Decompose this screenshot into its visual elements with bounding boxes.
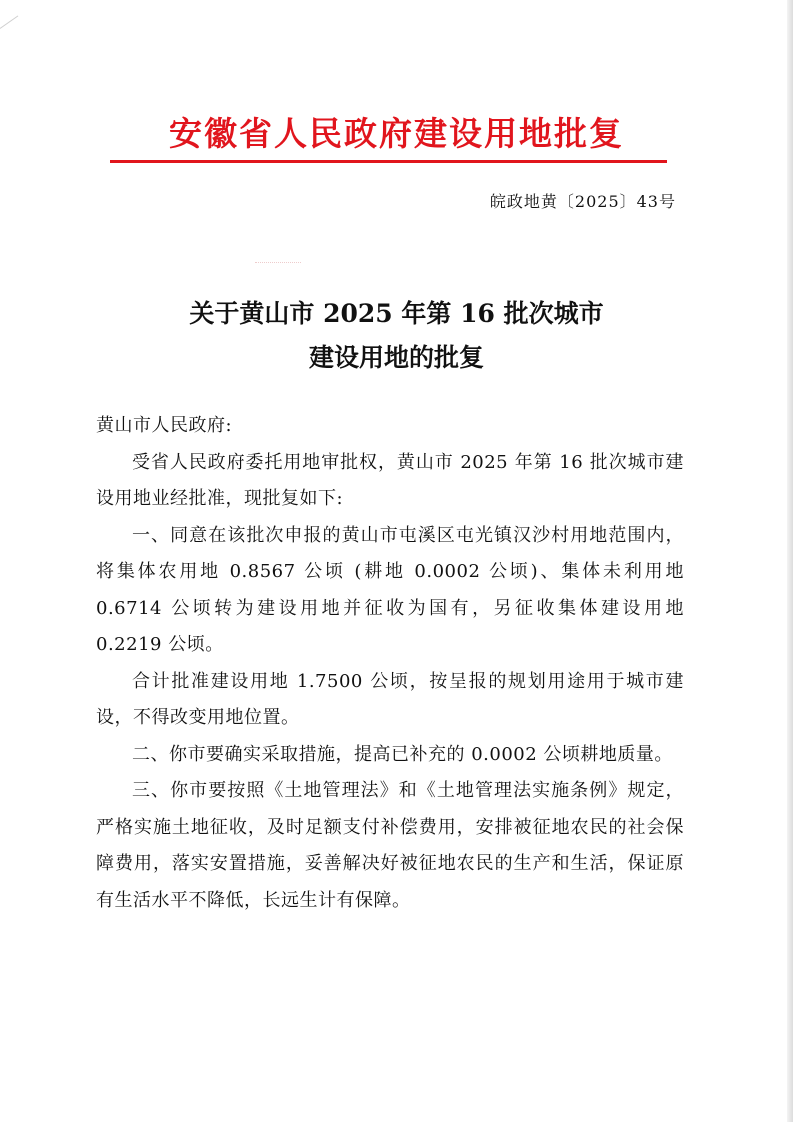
red-divider-line	[110, 160, 667, 163]
body-paragraph-item-1: 一、同意在该批次申报的黄山市屯溪区屯光镇汉沙村用地范围内，将集体农用地 0.8567 公顷 (耕地 0.0002 公顷)、集体未利用地 0.6714 公顷转为建设用地并征收为国有，另征收集体建设用地 0.2219 公顷。	[96, 524, 684, 655]
scan-corner-mark	[0, 15, 18, 28]
document-title-line-1: 关于黄山市 2025 年第 16 批次城市	[189, 299, 604, 328]
agency-title: 安徽省人民政府建设用地批复	[169, 114, 624, 153]
salutation: 黄山市人民政府:	[96, 415, 233, 436]
document-number: 皖政地黄〔2025〕43号	[489, 192, 676, 211]
document-body	[96, 408, 684, 919]
body-paragraph-intro: 受省人民政府委托用地审批权，黄山市 2025 年第 16 批次城市建设用地业经批准，现批复如下:	[96, 451, 684, 509]
scan-edge-shadow	[787, 0, 793, 1122]
document-title-line-2: 建设用地的批复	[308, 343, 484, 372]
faint-stamp-mark	[255, 262, 301, 271]
body-paragraph-item-2: 二、你市要确实采取措施，提高已补充的 0.0002 公顷耕地质量。	[132, 743, 673, 765]
body-paragraph-total: 合计批准建设用地 1.7500 公顷，按呈报的规划用途用于城市建设，不得改变用地位置。	[96, 670, 684, 728]
document-title	[0, 292, 793, 380]
body-paragraph-item-3: 三、你市要按照《土地管理法》和《土地管理法实施条例》规定，严格实施土地征收，及时足额支付补偿费用，安排被征地农民的社会保障费用，落实安置措施，妥善解决好被征地农民的生产和生活，保证原有生活水平不降低，长远生计有保障。	[96, 780, 684, 911]
